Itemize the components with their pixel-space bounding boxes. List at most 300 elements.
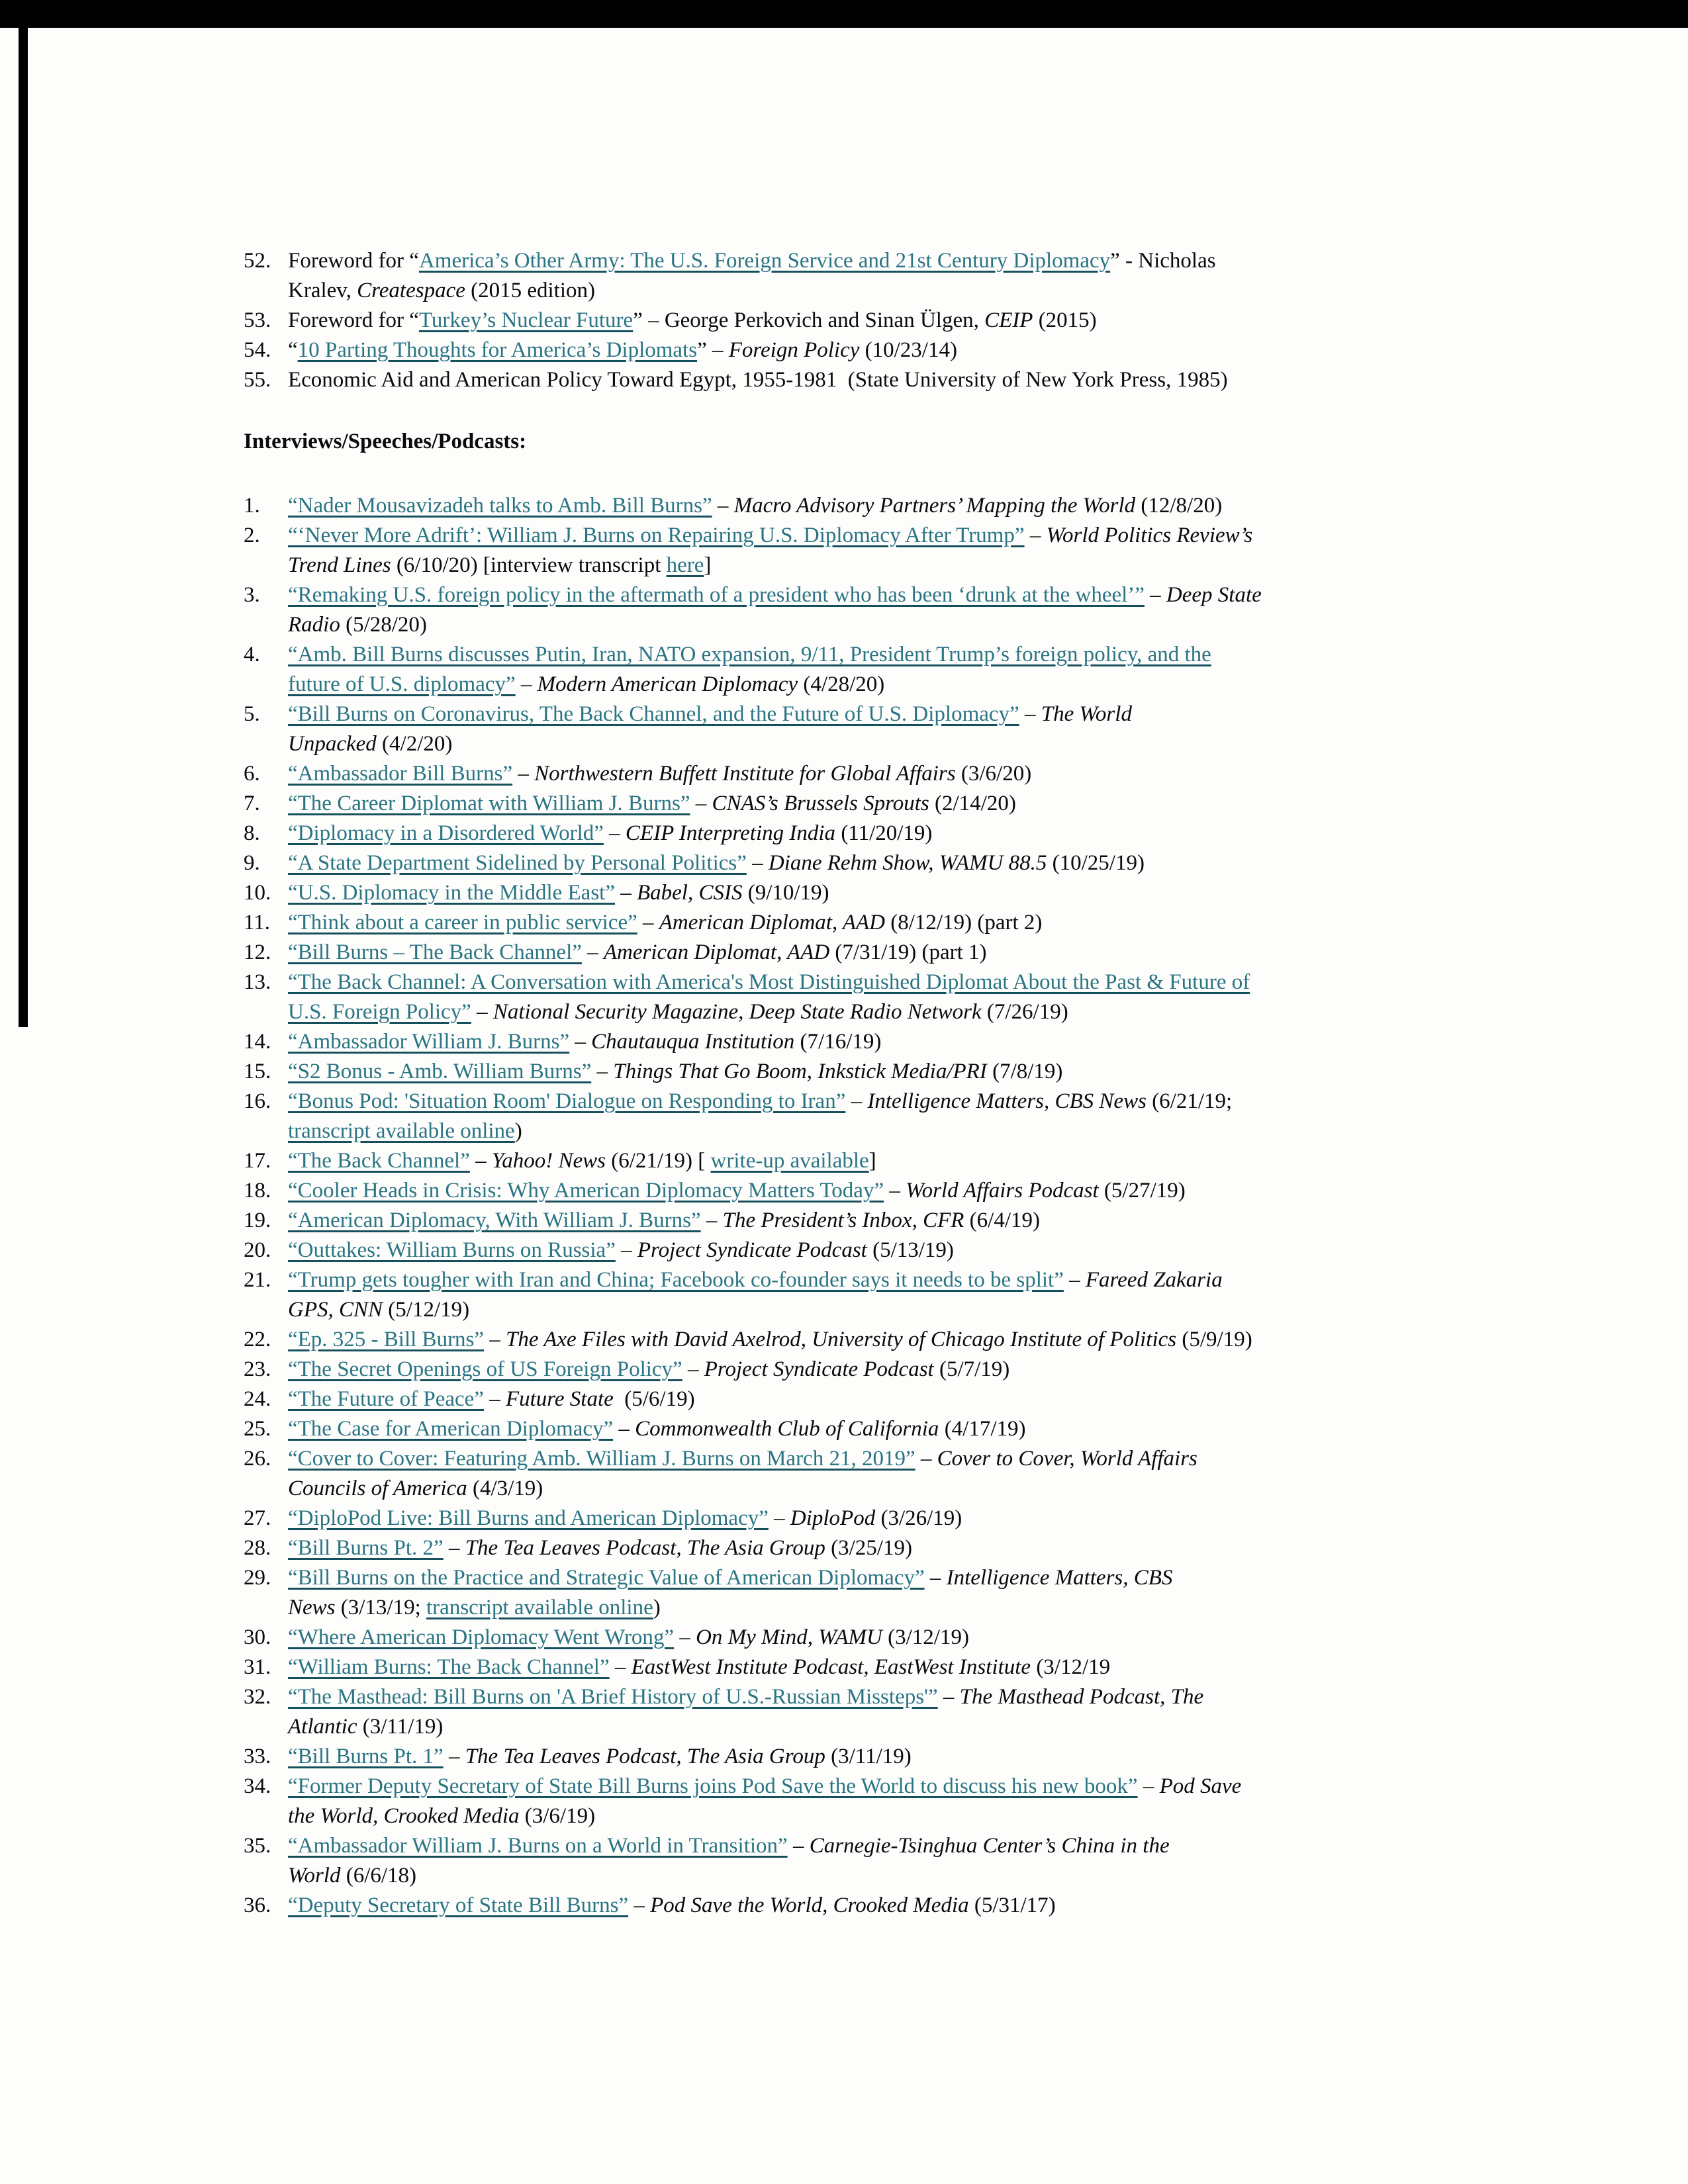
citation-link[interactable]: “Think about a career in public service” — [288, 911, 637, 934]
citation-content — [288, 700, 1132, 759]
citation-text: Future State — [505, 1387, 614, 1411]
citation-text: (3/12/19 — [1031, 1655, 1111, 1679]
citation-item — [244, 968, 1465, 1027]
citation-content — [288, 306, 1097, 336]
list-number: 10. — [244, 881, 271, 905]
list-number: 13. — [244, 970, 271, 994]
citation-text: Macro Advisory Partners’ Mapping the World — [733, 494, 1136, 518]
citation-content — [288, 938, 987, 968]
citation-text: (5/6/19) — [613, 1387, 695, 1411]
citation-content — [288, 878, 829, 908]
citation-link[interactable]: “The Career Diplomat with William J. Burns” — [288, 792, 690, 815]
citation-link[interactable]: “DiploPod Live: Bill Burns and American Diplomacy” — [288, 1506, 769, 1530]
citation-item — [244, 819, 1465, 848]
citation-text: (5/27/19) — [1098, 1179, 1186, 1203]
citation-text: – — [924, 1566, 947, 1590]
citation-content — [288, 1623, 969, 1653]
citation-text: (6/21/19) [ — [605, 1149, 711, 1173]
citation-link[interactable]: “Diplomacy in a Disordered World” — [288, 821, 604, 845]
citation-link[interactable]: “Amb. Bill Burns discusses Putin, Iran, NATO expansion, 9/11, President Trump’s foreign policy, and the — [288, 643, 1211, 666]
citation-text: ] — [704, 553, 712, 577]
citation-text: (2015) — [1033, 308, 1097, 332]
citation-content — [288, 1057, 1062, 1087]
citation-link[interactable]: “Trump gets tougher with Iran and China; Facebook co-founder says it needs to be split” — [288, 1268, 1064, 1292]
citation-link[interactable]: “Ep. 325 - Bill Burns” — [288, 1328, 485, 1351]
citation-text: – — [637, 911, 659, 934]
citation-link[interactable]: “William Burns: The Back Channel” — [288, 1655, 610, 1679]
citation-text: World Politics Review’s — [1046, 523, 1253, 547]
citation-text: (2/14/20) — [929, 792, 1016, 815]
citation-item — [244, 306, 1465, 336]
list-number: 36. — [244, 1893, 271, 1917]
citation-text: (6/6/18) — [340, 1864, 417, 1888]
citation-text: (3/13/19; — [335, 1596, 427, 1619]
citation-link[interactable]: transcript available online — [426, 1596, 653, 1619]
citation-link[interactable]: 10 Parting Thoughts for America’s Diplomats — [297, 338, 698, 362]
citation-text: – — [569, 1030, 592, 1054]
citation-text: ” - Nicholas — [1110, 249, 1216, 273]
citation-link[interactable]: “Where American Diplomacy Went Wrong” — [288, 1625, 675, 1649]
citation-text: Intelligence Matters, CBS News — [867, 1089, 1147, 1113]
citation-text: Kralev, — [288, 279, 357, 302]
citation-link[interactable]: “Deputy Secretary of State Bill Burns” — [288, 1893, 629, 1917]
citation-link[interactable]: “Cooler Heads in Crisis: Why American Diplomacy Matters Today” — [288, 1179, 884, 1203]
citation-text: ] — [868, 1149, 876, 1173]
citation-text: – — [615, 881, 637, 905]
citation-content — [288, 1355, 1009, 1385]
citation-link[interactable]: here — [666, 553, 704, 577]
citation-item — [244, 938, 1465, 968]
citation-item — [244, 1623, 1465, 1653]
citation-item — [244, 246, 1465, 306]
citation-text: – — [471, 1000, 493, 1024]
citation-text: – — [484, 1328, 506, 1351]
citation-text: – — [443, 1536, 465, 1560]
list-number: 14. — [244, 1030, 271, 1054]
citation-content — [288, 580, 1262, 640]
citation-link[interactable]: “Cover to Cover: Featuring Amb. William J. Burns on March 21, 2019” — [288, 1447, 915, 1471]
citation-text: – — [690, 792, 712, 815]
citation-text: National Security Magazine, Deep State Radio Network — [492, 1000, 982, 1024]
citation-text: “ — [288, 338, 298, 362]
citation-item — [244, 521, 1465, 580]
citation-link[interactable]: “Bill Burns Pt. 2” — [288, 1536, 444, 1560]
citation-link[interactable]: “American Diplomacy, With William J. Burns” — [288, 1208, 701, 1232]
citation-text: – — [1137, 1774, 1160, 1798]
citation-text: The Masthead Podcast, The — [959, 1685, 1204, 1709]
citation-content — [288, 1682, 1203, 1742]
citation-text: – — [603, 821, 626, 845]
citation-item — [244, 1087, 1465, 1146]
list-number: 25. — [244, 1417, 271, 1441]
list-number: 52. — [244, 249, 271, 273]
citation-text: – — [469, 1149, 492, 1173]
citation-link[interactable]: “Bill Burns Pt. 1” — [288, 1745, 444, 1768]
citation-text: – — [443, 1745, 465, 1768]
citation-text: – — [483, 1387, 506, 1411]
citation-link[interactable]: “A State Department Sidelined by Personal Politics” — [288, 851, 747, 875]
list-number: 22. — [244, 1328, 271, 1351]
list-number: 19. — [244, 1208, 271, 1232]
citation-item — [244, 848, 1465, 878]
citation-text: – — [845, 1089, 868, 1113]
scan-artifact-left-bar — [19, 28, 28, 1027]
citation-link[interactable]: “Ambassador William J. Burns on a World in Transition” — [288, 1834, 788, 1858]
citation-link[interactable]: “The Case for American Diplomacy” — [288, 1417, 614, 1441]
citation-text: (7/16/19) — [794, 1030, 882, 1054]
citation-link[interactable]: “The Back Channel” — [288, 1149, 470, 1173]
citation-text: ” – George Perkovich and Sinan Ülgen, — [633, 308, 985, 332]
citation-text: Foreign Policy — [728, 338, 860, 362]
list-number: 2. — [244, 523, 260, 547]
citation-text: Unpacked — [288, 732, 377, 756]
citation-text: ) — [653, 1596, 661, 1619]
list-number: 23. — [244, 1357, 271, 1381]
list-number: 8. — [244, 821, 260, 845]
list-number: 33. — [244, 1745, 271, 1768]
list-number: 20. — [244, 1238, 271, 1262]
citation-text: – — [746, 851, 769, 875]
interviews-list — [244, 491, 1465, 1921]
list-number: 29. — [244, 1566, 271, 1590]
citation-content — [288, 1563, 1172, 1623]
citation-text: Chautauqua Institution — [591, 1030, 795, 1054]
citation-text: American Diplomat, AAD — [603, 940, 830, 964]
list-number: 3. — [244, 583, 260, 607]
list-number: 17. — [244, 1149, 271, 1173]
citation-link[interactable]: write-up available — [710, 1149, 869, 1173]
citation-item — [244, 789, 1465, 819]
citation-text: Babel, CSIS — [637, 881, 743, 905]
list-number: 31. — [244, 1655, 271, 1679]
list-number: 27. — [244, 1506, 271, 1530]
citation-text: Things That Go Boom, Inkstick Media/PRI — [613, 1060, 987, 1083]
citation-text: – — [1144, 583, 1166, 607]
citation-link[interactable]: “The Secret Openings of US Foreign Policy” — [288, 1357, 682, 1381]
list-number: 11. — [244, 911, 271, 934]
citation-text: American Diplomat, AAD — [659, 911, 886, 934]
citation-link[interactable]: “Bill Burns on Coronavirus, The Back Channel, and the Future of U.S. Diplomacy” — [288, 702, 1019, 726]
citation-text: – — [700, 1208, 723, 1232]
citation-text: (7/31/19) (part 1) — [829, 940, 987, 964]
citation-text: – — [581, 940, 604, 964]
list-number: 15. — [244, 1060, 271, 1083]
citation-text: Atlantic — [288, 1715, 357, 1739]
citation-content — [288, 1146, 876, 1176]
citation-text: (5/31/17) — [968, 1893, 1056, 1917]
citation-item — [244, 1325, 1465, 1355]
citation-text: – — [915, 1447, 937, 1471]
citation-text: (7/26/19) — [981, 1000, 1068, 1024]
citation-content — [288, 759, 1031, 789]
citation-content — [288, 1385, 695, 1414]
citation-text: Modern American Diplomacy — [537, 672, 798, 696]
citation-item — [244, 1682, 1465, 1742]
list-number: 55. — [244, 368, 271, 392]
citation-text: (7/8/19) — [986, 1060, 1063, 1083]
citation-text: – — [937, 1685, 960, 1709]
citation-text: – — [768, 1506, 790, 1530]
citation-text: Radio — [288, 613, 340, 637]
list-number: 53. — [244, 308, 271, 332]
citation-item — [244, 1355, 1465, 1385]
list-number: 16. — [244, 1089, 271, 1113]
list-number: 21. — [244, 1268, 271, 1292]
citation-text: (5/9/19) — [1176, 1328, 1252, 1351]
citation-text: Councils of America — [288, 1477, 467, 1500]
citation-text: The Tea Leaves Podcast, The Asia Group — [465, 1745, 825, 1768]
citation-content — [288, 1504, 962, 1533]
citation-text: CNAS’s Brussels Sprouts — [712, 792, 929, 815]
citation-text: (12/8/20) — [1135, 494, 1223, 518]
citation-text: Diane Rehm Show, WAMU 88.5 — [768, 851, 1047, 875]
publications-list — [244, 246, 1465, 395]
citation-link[interactable]: “The Masthead: Bill Burns on 'A Brief History of U.S.-Russian Missteps'” — [288, 1685, 938, 1709]
citation-link[interactable]: America’s Other Army: The U.S. Foreign Service and 21st Century Diplomacy — [418, 249, 1111, 273]
citation-item — [244, 1533, 1465, 1563]
citation-text: Intelligence Matters, CBS — [946, 1566, 1173, 1590]
citation-text: – — [515, 672, 538, 696]
citation-text: Pod Save the World, Crooked Media — [650, 1893, 969, 1917]
list-number: 1. — [244, 494, 260, 518]
citation-item — [244, 1057, 1465, 1087]
citation-text: (5/13/19) — [867, 1238, 954, 1262]
citation-text: Deep State — [1166, 583, 1262, 607]
citation-content — [288, 1087, 1232, 1146]
citation-text: (3/6/19) — [519, 1804, 596, 1828]
citation-text: Foreword for “ — [288, 249, 419, 273]
citation-content — [288, 1891, 1056, 1921]
citation-text: Carnegie-Tsinghua Center’s China in the — [809, 1834, 1170, 1858]
citation-text: – — [682, 1357, 704, 1381]
list-number: 35. — [244, 1834, 271, 1858]
citation-link[interactable]: “The Future of Peace” — [288, 1387, 484, 1411]
citation-item — [244, 1831, 1465, 1891]
citation-content — [288, 640, 1211, 700]
citation-text: (4/3/19) — [467, 1477, 543, 1500]
citation-text: (5/12/19) — [383, 1298, 470, 1322]
citation-item — [244, 1742, 1465, 1772]
citation-item — [244, 908, 1465, 938]
citation-content — [288, 1444, 1197, 1504]
citation-link[interactable]: “Ambassador William J. Burns” — [288, 1030, 570, 1054]
citation-item — [244, 1206, 1465, 1236]
citation-text: – — [884, 1179, 906, 1203]
citation-content — [288, 246, 1216, 306]
citation-content — [288, 1772, 1241, 1831]
citation-content — [288, 1414, 1026, 1444]
citation-item — [244, 1027, 1465, 1057]
citation-text: World — [288, 1864, 341, 1888]
citation-text: – — [512, 762, 535, 786]
citation-link[interactable]: “U.S. Diplomacy in the Middle East” — [288, 881, 615, 905]
citation-item — [244, 1653, 1465, 1682]
citation-text: Foreword for “ — [288, 308, 419, 332]
citation-item — [244, 878, 1465, 908]
citation-item — [244, 1146, 1465, 1176]
citation-item — [244, 1563, 1465, 1623]
citation-link[interactable]: “Former Deputy Secretary of State Bill Burns joins Pod Save the World to discuss his new book” — [288, 1774, 1138, 1798]
citation-link[interactable]: “Ambassador Bill Burns” — [288, 762, 513, 786]
citation-content — [288, 1831, 1170, 1891]
citation-text: (6/21/19; — [1146, 1089, 1233, 1113]
citation-item — [244, 1891, 1465, 1921]
citation-link[interactable]: “The Back Channel: A Conversation with America's Most Distinguished Diplomat About the Past & Future of — [288, 970, 1250, 994]
citation-content — [288, 1325, 1252, 1355]
document-page — [244, 246, 1465, 1921]
citation-text: The Tea Leaves Podcast, The Asia Group — [465, 1536, 825, 1560]
citation-text: The World — [1041, 702, 1132, 726]
list-number: 12. — [244, 940, 271, 964]
citation-text: (3/25/19) — [825, 1536, 912, 1560]
citation-content — [288, 1742, 912, 1772]
list-number: 7. — [244, 792, 260, 815]
citation-link[interactable]: Turkey’s Nuclear Future — [418, 308, 633, 332]
citation-link[interactable]: “Remaking U.S. foreign policy in the aftermath of a president who has been ‘drunk at the wheel’” — [288, 583, 1145, 607]
citation-text: (3/26/19) — [875, 1506, 962, 1530]
citation-text: Createspace — [357, 279, 465, 302]
citation-text: Cover to Cover, World Affairs — [937, 1447, 1197, 1471]
list-number: 18. — [244, 1179, 271, 1203]
citation-text: (3/6/20) — [955, 762, 1032, 786]
citation-text: – — [613, 1417, 635, 1441]
citation-link[interactable]: transcript available online — [288, 1119, 515, 1143]
citation-text: – — [1063, 1268, 1086, 1292]
citation-link[interactable]: “Bonus Pod: 'Situation Room' Dialogue on Responding to Iran” — [288, 1089, 846, 1113]
citation-text: ” – — [697, 338, 729, 362]
citation-text: The President’s Inbox, CFR — [722, 1208, 964, 1232]
citation-text: – — [1019, 702, 1041, 726]
citation-content — [288, 521, 1252, 580]
list-number: 6. — [244, 762, 260, 786]
citation-item — [244, 491, 1465, 521]
list-number: 26. — [244, 1447, 271, 1471]
citation-content — [288, 336, 957, 365]
citation-text: (4/28/20) — [798, 672, 885, 696]
citation-item — [244, 1772, 1465, 1831]
citation-link[interactable]: future of U.S. diplomacy” — [288, 672, 516, 696]
citation-text: (3/11/19) — [357, 1715, 444, 1739]
citation-text: News — [288, 1596, 336, 1619]
citation-text: Fareed Zakaria — [1085, 1268, 1223, 1292]
citation-text: CEIP Interpreting India — [625, 821, 836, 845]
list-number: 4. — [244, 643, 260, 666]
citation-text: GPS, CNN — [288, 1298, 383, 1322]
citation-text: (2015 edition) — [465, 279, 596, 302]
citation-item — [244, 759, 1465, 789]
citation-text: ) — [514, 1119, 522, 1143]
citation-item — [244, 1444, 1465, 1504]
citation-item — [244, 365, 1465, 395]
list-number: 9. — [244, 851, 260, 875]
citation-item — [244, 1176, 1465, 1206]
citation-item — [244, 336, 1465, 365]
citation-item — [244, 1265, 1465, 1325]
citation-text: Pod Save — [1159, 1774, 1242, 1798]
citation-link[interactable]: “Bill Burns – The Back Channel” — [288, 940, 582, 964]
citation-item — [244, 700, 1465, 759]
citation-text: (5/7/19) — [933, 1357, 1010, 1381]
section-heading: Interviews/Speeches/Podcasts: — [244, 430, 527, 453]
citation-text: – — [674, 1625, 696, 1649]
citation-content — [288, 1265, 1223, 1325]
citation-text: Commonwealth Club of California — [635, 1417, 939, 1441]
citation-item — [244, 580, 1465, 640]
citation-link[interactable]: “Nader Mousavizadeh talks to Amb. Bill Burns” — [288, 494, 712, 518]
citation-content — [288, 1533, 912, 1563]
citation-link[interactable]: “Bill Burns on the Practice and Strategic Value of American Diplomacy” — [288, 1566, 925, 1590]
citation-text: Project Syndicate Podcast — [637, 1238, 867, 1262]
citation-text: Yahoo! News — [491, 1149, 606, 1173]
citation-text: Project Syndicate Podcast — [704, 1357, 934, 1381]
citation-content — [288, 1176, 1186, 1206]
citation-text: (10/25/19) — [1047, 851, 1145, 875]
citation-item — [244, 640, 1465, 700]
citation-text: the World, Crooked Media — [288, 1804, 520, 1828]
citation-content — [288, 1236, 954, 1265]
citation-text: (4/2/20) — [376, 732, 453, 756]
citation-item — [244, 1414, 1465, 1444]
citation-text: (11/20/19) — [835, 821, 933, 845]
citation-content — [288, 848, 1145, 878]
list-number: 54. — [244, 338, 271, 362]
citation-text: World Affairs Podcast — [906, 1179, 1099, 1203]
citation-text: DiploPod — [790, 1506, 876, 1530]
citation-content — [288, 1027, 881, 1057]
citation-content — [288, 491, 1222, 521]
citation-content — [288, 1653, 1110, 1682]
list-number: 32. — [244, 1685, 271, 1709]
citation-text: Economic Aid and American Policy Toward Egypt, 1955-1981 (State University of New York Press, 1985) — [288, 368, 1228, 392]
citation-text: (3/11/19) — [825, 1745, 912, 1768]
citation-content — [288, 968, 1250, 1027]
citation-text: – — [591, 1060, 614, 1083]
citation-text: – — [712, 494, 734, 518]
citation-text: Northwestern Buffett Institute for Global Affairs — [534, 762, 956, 786]
citation-text: Trend Lines — [288, 553, 391, 577]
citation-text: On My Mind, WAMU — [696, 1625, 882, 1649]
citation-link[interactable]: “Outtakes: William Burns on Russia” — [288, 1238, 616, 1262]
citation-content — [288, 1206, 1040, 1236]
citation-text: (10/23/14) — [859, 338, 957, 362]
list-number: 5. — [244, 702, 260, 726]
citation-text: (8/12/19) (part 2) — [885, 911, 1043, 934]
citation-link[interactable]: U.S. Foreign Policy” — [288, 1000, 471, 1024]
citation-text: The Axe Files with David Axelrod, University of Chicago Institute of Politics — [506, 1328, 1177, 1351]
citation-text: (4/17/19) — [939, 1417, 1026, 1441]
citation-text: – — [615, 1238, 637, 1262]
citation-text: – — [628, 1893, 651, 1917]
list-number: 28. — [244, 1536, 271, 1560]
citation-content — [288, 789, 1016, 819]
citation-text: – — [787, 1834, 810, 1858]
list-number: 24. — [244, 1387, 271, 1411]
citation-text: (9/10/19) — [742, 881, 829, 905]
citation-text: EastWest Institute Podcast, EastWest Institute — [631, 1655, 1031, 1679]
citation-item — [244, 1385, 1465, 1414]
citation-text: – — [1024, 523, 1047, 547]
citation-text: (6/10/20) [interview transcript — [391, 553, 667, 577]
citation-text: – — [609, 1655, 632, 1679]
citation-link[interactable]: “‘Never More Adrift’: William J. Burns on Repairing U.S. Diplomacy After Trump” — [288, 523, 1025, 547]
list-number: 30. — [244, 1625, 271, 1649]
citation-item — [244, 1504, 1465, 1533]
citation-content — [288, 908, 1042, 938]
citation-link[interactable]: “S2 Bonus - Amb. William Burns” — [288, 1060, 592, 1083]
citation-text: (3/12/19) — [882, 1625, 969, 1649]
citation-content — [288, 365, 1228, 395]
scan-artifact-top-bar — [0, 0, 1688, 28]
